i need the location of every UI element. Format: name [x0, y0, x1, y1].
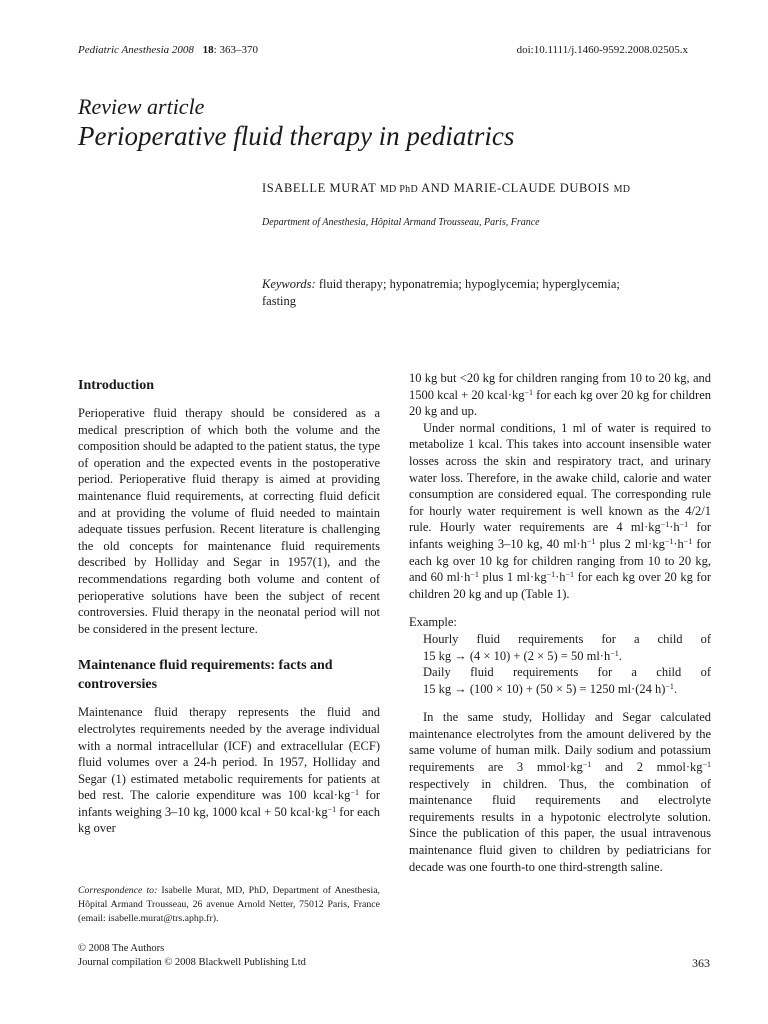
intro-paragraph: Perioperative fluid therapy should be considered as a medical prescription of which both the volume and the composition should be adapted to the patient status, the type of operation and the expected events in the postoperative period. Perioperative fluid therapy is aimed at providing maintenance fluid requirements, at correcting fluid deficit and at providing the volume of fluid needed to maintain adequate tissues perfusion. Recent literature is challenging the old concepts for maintenance fluid requirements described by Holliday and Segar in 1957(1), and the recommendations regarding both volume and content of perioperative solutions have been the subject of recent controversies. Fluid therapy in the neonatal period will not be considered in the present lecture. — [78, 406, 380, 636]
electrolyte-paragraph: In the same study, Holliday and Segar calculated maintenance electrolytes from the amount delivered by the same volume of human milk. Daily sodium and potassium requirements are 3 $mmol\cdot kg^{-1}$ and 2 $mmol\cdot kg^{-1}$ respectively in children. Thus, the combination of maintenance fluid requirements and electrolyte requirements results in a hypotonic electrolyte solution. Since the publication of this paper, the usual intravenous maintenance fluid given to children by pediatricians for decade was one fourth-to one third-strength saline. — [409, 710, 711, 874]
author-1-degree: MD PhD — [379, 184, 419, 195]
water-requirement-paragraph: Under normal conditions, 1 ml of water is required to metabolize 1 kcal. This takes into account insensible water losses across the skin and respiratory tract, and urinary water loss. Therefore, in the awake child, calorie and water consumption are considered equal. The corresponding rule for hourly water requirement is well known as the 4/2/1 rule. Hourly water requirements are 4 $ml\cdot kg^{-1}\cdot h^{-1}$ for infants weighing 3–10 kg, 40 $ml\cdot h^{-1}$ plus 2 $ml\cdot kg^{-1}\cdot h^{-1}$ for each kg over 10 kg for children ranging from 10 to 20 kg, and 60 $ml\cdot h^{-1}$ plus 1 $ml\cdot kg^{-1}\cdot h^{-1}$ for each kg over 20 kg for children 20 kg and up (Table 1). — [409, 420, 711, 601]
running-header — [78, 44, 258, 56]
keywords — [262, 276, 622, 310]
author-list — [262, 180, 682, 198]
footer-copyright — [78, 942, 306, 969]
example-1-text: Hourly fluid requirements for a child of — [423, 631, 711, 646]
page-number: 363 — [692, 956, 710, 970]
maintenance-paragraph: Maintenance fluid therapy represents the fluid and electrolytes requirements needed by the average individual with a normal intracellular (ICF) and extracellular (ECF) fluid volumes over a 24-h period. In 1957, Holliday and Segar (1) estimated metabolic requirements for patients at bed rest. The calorie expenditure was 100 $kcal\cdot kg^{-1}$ for infants weighing 3–10 kg, 1000 kcal + 50 $kcal\cdot kg^{-1}$ for each kg over — [78, 705, 381, 836]
footer-line-1: © 2008 The Authors — [78, 943, 165, 954]
example-2-text: Daily fluid requirements for a child of — [423, 665, 711, 680]
affiliation: Department of Anesthesia, Hôpital Armand Trousseau, Paris, France — [262, 217, 540, 228]
section-heading-maintenance: Maintenance fluid requirements: facts and controversies — [78, 658, 333, 693]
keywords-label: Keywords: — [262, 277, 316, 291]
article-title: Perioperative fluid therapy in pediatrics — [78, 121, 515, 151]
author-1: ISABELLE MURAT — [262, 181, 377, 195]
continued-paragraph: 10 kg but <20 kg for children ranging from 10 to 20 kg, and 1500 kcal + 20 $kcal\cdot kg^{-1}$ for each kg over 20 kg for children 20 kg and up. — [409, 371, 711, 419]
correspondence-text: Isabelle Murat, MD, PhD, Department of Anesthesia, Hôpital Armand Trousseau, 26 avenue Arnold Netter, 75012 Paris, France (email: isabelle.murat@trs.aphp.fr). — [78, 885, 380, 924]
example-block — [409, 614, 711, 697]
journal-volume: 18 — [202, 44, 214, 56]
doi[interactable]: doi:10.1111/j.1460-9592.2008.02505.x — [516, 44, 688, 56]
section-heading-introduction: Introduction — [78, 378, 154, 393]
journal-name: Pediatric Anesthesia 2008 — [78, 44, 194, 56]
example-label: Example: — [409, 615, 457, 630]
journal-pages: : 363–370 — [213, 44, 258, 56]
author-conjunction: AND — [421, 181, 450, 195]
right-column — [409, 370, 711, 875]
correspondence-note — [78, 884, 380, 926]
correspondence-label: Correspondence to: — [78, 885, 158, 896]
footer-line-2: Journal compilation © 2008 Blackwell Publishing Ltd — [78, 956, 306, 968]
example-2-equation: 15 kg → (100 × 10) + (50 × 5) = 1250 ml·(24 h)$^{-1}$. — [423, 681, 678, 696]
article-type: Review article — [78, 94, 205, 119]
author-2-degree: MD — [613, 184, 631, 195]
example-1-equation: 15 kg → (4 × 10) + (2 × 5) = 50 $ml\cdot h^{-1}$. — [423, 648, 622, 663]
left-column — [78, 376, 380, 837]
keywords-text: fluid therapy; hyponatremia; hypoglycemia; hyperglycemia; fasting — [262, 277, 620, 308]
author-2: MARIE-CLAUDE DUBOIS — [453, 181, 610, 195]
